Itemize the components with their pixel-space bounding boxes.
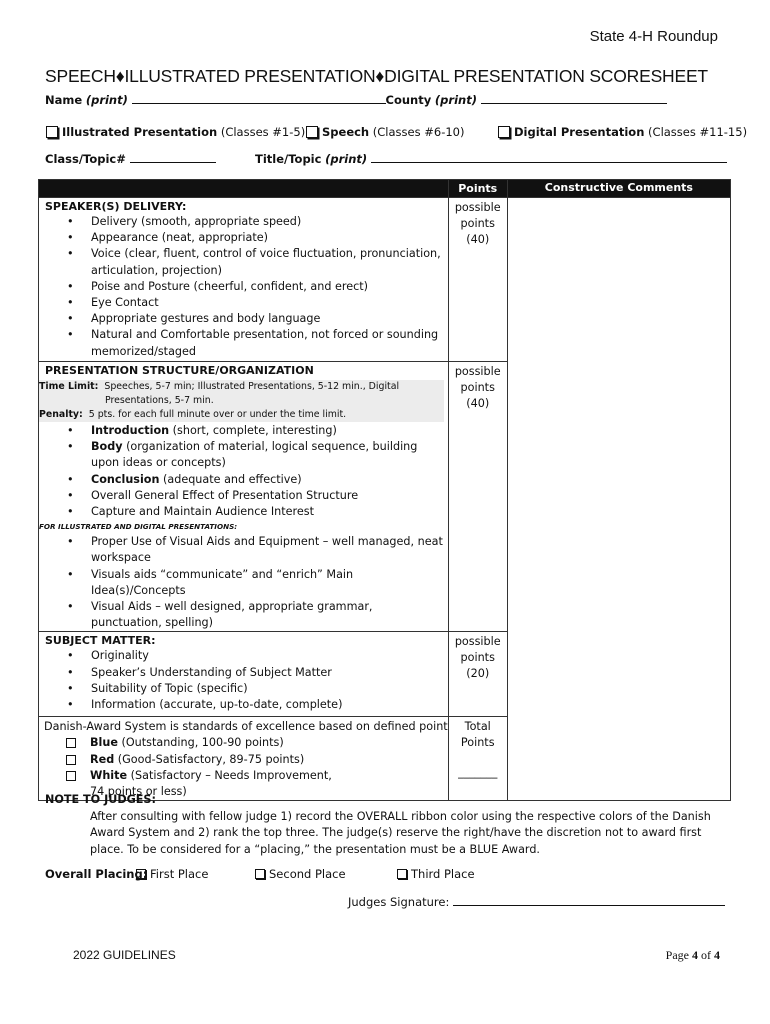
county-label: County — [385, 93, 432, 107]
criteria-header — [39, 180, 449, 198]
note-title: NOTE TO JUDGES: — [45, 793, 156, 806]
award-list — [66, 735, 448, 800]
danish-criteria — [39, 717, 449, 801]
list-item: • Visuals aids “communicate” and “enrich” Main Idea(s)/Concepts — [65, 567, 444, 599]
points-text: possible — [454, 201, 501, 214]
subject-points[interactable] — [448, 632, 507, 717]
checkbox-third[interactable] — [397, 869, 407, 879]
class-title-row — [45, 152, 216, 166]
total-field[interactable]: _______ — [458, 766, 498, 780]
signature-field[interactable] — [453, 895, 725, 906]
points-header: Points — [448, 180, 507, 198]
signature-label: Judges Signature: — [348, 895, 450, 909]
name-label: Name — [45, 93, 83, 107]
list-item: • Originality — [65, 648, 444, 664]
title-label: Title/Topic — [255, 152, 322, 166]
score-table — [38, 179, 731, 801]
time-limit-text: Speeches, 5-7 min; Illustrated Presentations, 5-12 min., Digital Presentations, 5-7 min. — [104, 381, 400, 406]
visual-aids-heading: FOR ILLUSTRATED AND DIGITAL PRESENTATIONS: — [39, 522, 238, 532]
delivery-row — [39, 198, 731, 362]
list-item: • Body (organization of material, logical sequence, building upon ideas or concepts) — [65, 439, 444, 471]
list-item: • Overall General Effect of Presentation Structure — [65, 488, 444, 504]
placing-label: Overall Placing: — [45, 867, 148, 881]
category-classes: (Classes #11-15) — [648, 125, 748, 139]
list-item: • Appropriate gestures and body language — [65, 311, 444, 327]
checkbox-speech[interactable] — [306, 126, 318, 138]
delivery-criteria — [39, 198, 449, 362]
subject-title: SUBJECT MATTER: — [45, 634, 156, 648]
delivery-points[interactable] — [448, 198, 507, 362]
class-field[interactable] — [130, 152, 216, 163]
points-max: (20) — [466, 667, 490, 681]
points-text: points — [460, 217, 495, 230]
placing-option-label: Third Place — [411, 867, 475, 881]
subject-list — [65, 648, 444, 713]
delivery-title: SPEAKER(S) DELIVERY: — [45, 200, 187, 213]
category-label: Speech — [322, 125, 370, 139]
table-header-row — [39, 180, 731, 198]
title-row — [255, 152, 727, 166]
points-max: (40) — [466, 397, 490, 410]
name-print-hint: (print) — [85, 93, 128, 107]
list-item: • Capture and Maintain Audience Interest — [65, 504, 444, 520]
penalty-text: 5 pts. for each full minute over or under the time limit. — [88, 409, 347, 420]
structure-list — [65, 423, 444, 520]
delivery-list — [65, 214, 444, 360]
award-blue[interactable]: Blue (Outstanding, 100-90 points) — [66, 735, 448, 751]
danish-intro: Danish-Award System is standards of excellence based on defined point — [44, 720, 448, 734]
list-item: • Introduction (short, complete, interesting) — [65, 423, 444, 439]
checkbox-digital[interactable] — [498, 126, 510, 138]
award-checkbox[interactable] — [66, 771, 76, 781]
name-county-row — [45, 93, 667, 107]
list-item: • Speaker’s Understanding of Subject Matter — [65, 665, 444, 681]
list-item: • Delivery (smooth, appropriate speed) — [65, 214, 444, 230]
points-text: possible — [454, 635, 501, 649]
category-speech[interactable] — [306, 125, 464, 139]
title-print-hint: (print) — [325, 152, 368, 166]
county-print-hint: (print) — [434, 93, 477, 107]
page-number: Page 4 of 4 — [665, 948, 720, 962]
checkbox-first[interactable] — [136, 869, 146, 879]
note-body: After consulting with fellow judge 1) record the OVERALL ribbon color using the respective colors of the Danish Award System and 2) rank the top three. The judge(s) reserve the right/have the discretion not to award first place. To be considered for a “placing,” the presentation must be a BLUE Award. — [90, 810, 711, 856]
category-classes: (Classes #6-10) — [372, 125, 465, 139]
award-checkbox[interactable] — [66, 755, 76, 765]
checkbox-second[interactable] — [255, 869, 265, 879]
list-item: • Proper Use of Visual Aids and Equipment – well managed, neat workspace — [65, 534, 444, 566]
overall-placing — [45, 867, 147, 881]
total-label: Points — [460, 736, 495, 750]
structure-points[interactable] — [448, 362, 507, 632]
award-red[interactable]: Red (Good-Satisfactory, 89-75 points) — [66, 752, 448, 768]
total-label: Total — [464, 720, 491, 734]
page-title: SPEECH♦ILLUSTRATED PRESENTATION♦DIGITAL PRESENTATION SCORESHEET — [45, 66, 708, 86]
placing-option-label: First Place — [150, 867, 209, 881]
placing-second[interactable] — [255, 867, 346, 881]
comments-header: Constructive Comments — [507, 180, 730, 198]
list-item: • Voice (clear, fluent, control of voice fluctuation, pronunciation, articulation, projection) — [65, 246, 444, 278]
title-field[interactable] — [371, 152, 727, 163]
category-digital[interactable] — [498, 125, 747, 139]
category-classes: (Classes #1-5) — [220, 125, 306, 139]
class-label: Class/Topic# — [45, 152, 126, 166]
category-illustrated[interactable] — [46, 125, 305, 139]
placing-option-label: Second Place — [269, 867, 346, 881]
signature-row — [348, 895, 725, 909]
subject-criteria — [39, 632, 449, 717]
placing-third[interactable] — [397, 867, 475, 881]
award-checkbox[interactable] — [66, 738, 76, 748]
category-label: Digital Presentation — [514, 125, 645, 139]
points-text: points — [460, 381, 495, 394]
points-text: points — [460, 651, 495, 665]
list-item: • Natural and Comfortable presentation, not forced or sounding memorized/staged — [65, 327, 444, 359]
structure-criteria — [39, 362, 449, 632]
total-points[interactable] — [448, 717, 507, 801]
placing-first[interactable] — [136, 867, 208, 881]
list-item: • Eye Contact — [65, 295, 444, 311]
list-item: • Visual Aids – well designed, appropriate grammar, punctuation, spelling) — [65, 599, 444, 631]
points-text: possible — [454, 365, 501, 378]
checkbox-illustrated[interactable] — [46, 126, 58, 138]
list-item: • Conclusion (adequate and effective) — [65, 472, 444, 488]
comments-cell[interactable] — [507, 198, 730, 801]
penalty-label: Penalty: — [39, 409, 83, 420]
event-name: State 4-H Roundup — [589, 28, 718, 45]
visual-aids-list — [65, 534, 444, 631]
points-max: (40) — [466, 233, 490, 246]
list-item: • Information (accurate, up-to-date, complete) — [65, 697, 444, 713]
list-item: • Poise and Posture (cheerful, confident, and erect) — [65, 279, 444, 295]
time-limit-label: Time Limit: — [39, 381, 99, 392]
list-item: • Suitability of Topic (specific) — [65, 681, 444, 697]
footer-guidelines: 2022 GUIDELINES — [73, 948, 176, 962]
award-white[interactable]: White (Satisfactory – Needs Improvement, 74 points or less) — [66, 768, 336, 800]
structure-title: PRESENTATION STRUCTURE/ORGANIZATION — [45, 364, 314, 377]
list-item: • Appearance (neat, appropriate) — [65, 230, 444, 246]
county-field[interactable] — [481, 93, 667, 104]
name-field[interactable] — [132, 93, 386, 104]
category-label: Illustrated Presentation — [62, 125, 218, 139]
time-limit-note — [39, 380, 444, 422]
